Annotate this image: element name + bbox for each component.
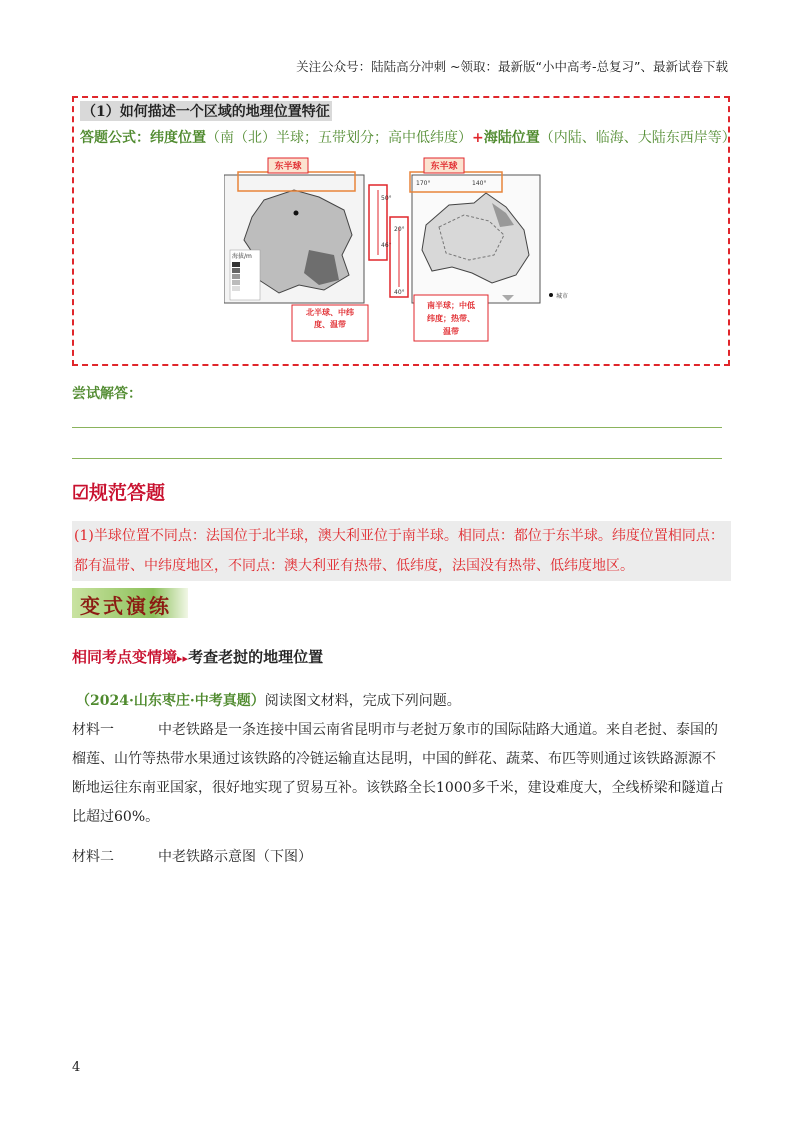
formula-lead: 答题公式：: [80, 130, 150, 146]
france-note-line-2: 度、温带: [314, 320, 346, 329]
section-heading-red: 相同考点变情境: [72, 648, 178, 666]
aus-lon-left: 170°: [416, 180, 431, 187]
city-legend-label: 城市: [556, 293, 569, 300]
aus-note-line-2: 纬度；热带、: [427, 314, 475, 323]
city-legend-dot: [549, 293, 553, 297]
page-header: 关注公众号：陆陆高分冲刺 ~领取：最新版“小中高考-总复习”、最新试卷下载: [296, 59, 728, 74]
formula-plus: +: [472, 130, 484, 146]
formula-sea-detail: （内陆、临海、大陆东西岸等）: [539, 130, 736, 146]
material-two-text: 中老铁路示意图（下图）: [158, 849, 312, 865]
standard-answer-title: 规范答题: [89, 482, 166, 504]
aus-lat-bottom: 40°: [394, 289, 405, 296]
answer-formula: [80, 127, 736, 147]
material-one: [72, 716, 728, 832]
map-figure: [224, 155, 600, 343]
question-source: [76, 690, 461, 710]
section-heading-text: 考查老挝的地理位置: [188, 648, 324, 666]
france-lat-bottom: 46°: [381, 242, 392, 249]
checkbox-icon: ☑: [72, 482, 90, 504]
try-answer-label: 尝试解答：: [72, 386, 142, 402]
aus-lon-right: 140°: [472, 180, 487, 187]
double-arrow-icon: ▸▸: [177, 652, 189, 665]
material-two-label: 材料二: [72, 849, 114, 865]
formula-lat-detail: （南（北）半球；五带划分；高中低纬度）: [206, 130, 472, 146]
practice-banner: [72, 588, 188, 618]
material-one-label: 材料一: [72, 722, 114, 738]
source-instruction: 阅读图文材料，完成下列问题。: [264, 693, 461, 709]
france-lat-top: 50°: [381, 195, 392, 202]
aus-hemisphere-label: 东半球: [430, 162, 458, 172]
aus-note-line-3: 温带: [443, 327, 459, 336]
page-number: 4: [72, 1060, 81, 1075]
aus-lat-top: 20°: [394, 226, 405, 233]
paris-dot: [294, 211, 299, 216]
material-two: [72, 846, 312, 866]
formula-lat-label: 纬度位置: [150, 130, 206, 146]
formula-sea-label: 海陆位置: [483, 130, 540, 146]
standard-answer-heading: [72, 478, 165, 505]
source-tag: （2024·山东枣庄·中考真题）: [76, 693, 265, 709]
material-one-text: 中老铁路是一条连接中国云南省昆明市与老挝万象市的国际陆路大通道。来自老挝、泰国的榴莲、山竹等热带水果通过该铁路的冷链运输直达昆明，中国的鲜花、蔬菜、布匹等则通过该铁路源源不断地运往东南亚国家，很好地实现了贸易互补。该铁路全长1000多千米，建设难度大，全线桥梁和隧道占比超过60%。: [72, 722, 724, 825]
answer-line-2: [72, 458, 722, 459]
answer-line-1: [72, 427, 722, 428]
france-hemisphere-label: 东半球: [274, 162, 302, 172]
section-heading: [72, 646, 323, 667]
aus-note-line-1: 南半球；中低: [427, 301, 475, 310]
practice-banner-label: 变式演练: [80, 594, 172, 618]
method-title: （1）如何描述一个区域的地理位置特征: [80, 101, 332, 121]
standard-answer-text: (1)半球位置不同点：法国位于北半球，澳大利亚位于南半球。相同点：都位于东半球。纬度位置相同点：都有温带、中纬度地区，不同点：澳大利亚有热带、低纬度，法国没有热带、低纬度地区。: [72, 521, 731, 581]
france-legend-title: 海拔/m: [232, 253, 252, 260]
france-note-line-1: 北半球、中纬: [306, 308, 354, 317]
